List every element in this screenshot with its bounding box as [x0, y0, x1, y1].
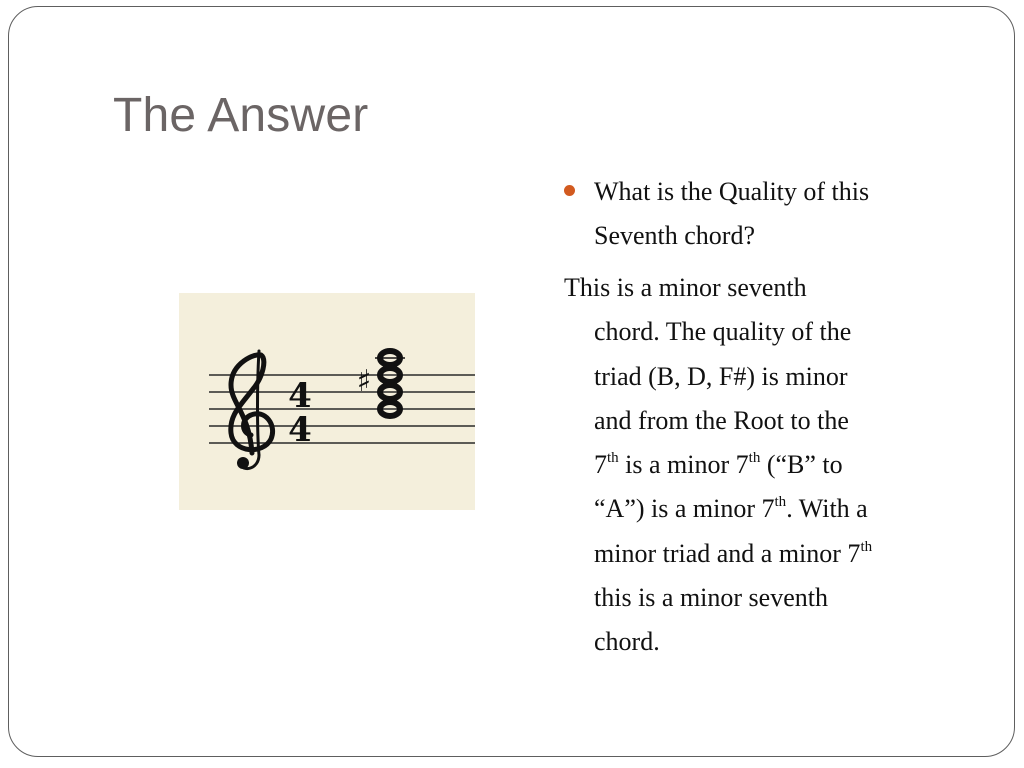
question-line-2: Seventh chord?	[594, 221, 756, 250]
answer-text: “A”) is a minor 7	[594, 494, 775, 524]
answer-text: (“B” to	[760, 450, 843, 480]
time-signature-bottom: 4	[288, 410, 312, 450]
answer-text: 7	[594, 450, 607, 480]
superscript: th	[860, 538, 873, 555]
sharp-accidental: ♯	[356, 364, 372, 399]
superscript: th	[774, 494, 787, 511]
bullet-icon	[564, 185, 575, 196]
slide-title: The Answer	[113, 89, 369, 142]
answer-text: This is a minor seventh	[564, 273, 807, 302]
answer-text: is a minor 7	[618, 450, 749, 480]
answer-text: chord.	[594, 627, 660, 657]
answer-text: and from the Root to the	[594, 405, 849, 435]
answer-text: triad (B, D, F#) is minor	[594, 361, 848, 391]
chord-noteheads	[380, 351, 400, 416]
treble-clef-tail-dot	[237, 457, 249, 469]
superscript: th	[748, 450, 761, 467]
music-notation-image	[179, 293, 475, 510]
answer-text: this is a minor seventh	[594, 583, 828, 613]
superscript: th	[607, 450, 619, 467]
answer-text: . With a	[786, 494, 868, 524]
treble-clef-icon	[231, 351, 273, 469]
slide-content	[564, 170, 984, 665]
question-line-1: What is the Quality of this	[594, 177, 870, 206]
question-bullet	[564, 170, 984, 258]
answer-text: minor triad and a minor 7	[594, 538, 861, 568]
answer-paragraph	[564, 266, 994, 665]
answer-text: chord. The quality of the	[594, 317, 852, 347]
time-signature-top: 4	[288, 376, 312, 416]
